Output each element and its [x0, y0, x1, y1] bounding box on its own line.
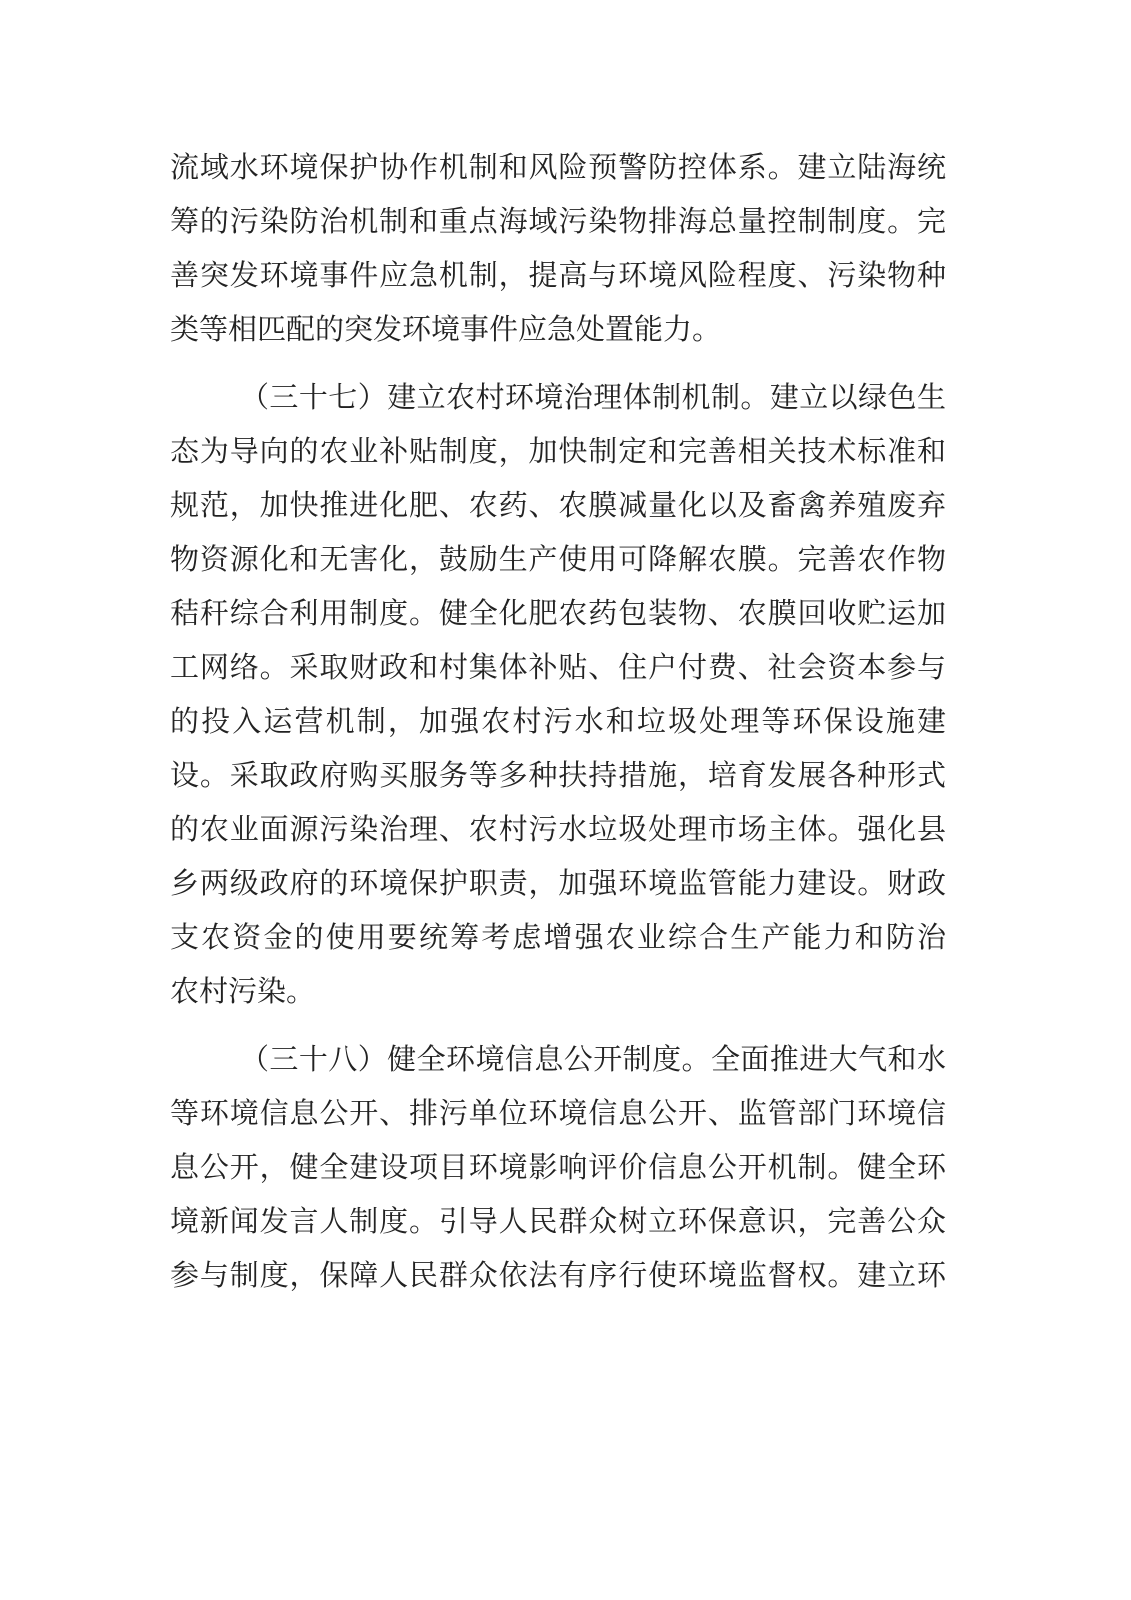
text-line: 秸秆综合利用制度。健全化肥农药包装物、农膜回收贮运加: [170, 596, 946, 630]
paragraph-1: [170, 140, 946, 356]
text-line: 的投入运营机制，加强农村污水和垃圾处理等环保设施建: [170, 704, 946, 738]
text-line: 境新闻发言人制度。引导人民群众树立环保意识，完善公众: [170, 1204, 946, 1238]
text-line: 等环境信息公开、排污单位环境信息公开、监管部门环境信: [170, 1096, 946, 1130]
text-line: 善突发环境事件应急机制，提高与环境风险程度、污染物种: [170, 258, 946, 292]
text-line: 流域水环境保护协作机制和风险预警防控体系。建立陆海统: [170, 150, 946, 184]
document-body: [170, 140, 946, 1302]
text-line: （三十七）建立农村环境治理体制机制。建立以绿色生: [240, 380, 946, 414]
paragraph-spacer: [170, 356, 946, 370]
text-line: 乡两级政府的环境保护职责，加强环境监管能力建设。财政: [170, 866, 946, 900]
text-line: 类等相匹配的突发环境事件应急处置能力。: [170, 312, 722, 346]
text-line: 态为导向的农业补贴制度，加快制定和完善相关技术标准和: [170, 434, 946, 468]
text-line: 参与制度，保障人民群众依法有序行使环境监督权。建立环: [170, 1258, 946, 1292]
text-line: 支农资金的使用要统筹考虑增强农业综合生产能力和防治: [170, 920, 946, 954]
text-line: 规范，加快推进化肥、农药、农膜减量化以及畜禽养殖废弃: [170, 488, 946, 522]
text-line: 的农业面源污染治理、农村污水垃圾处理市场主体。强化县: [170, 812, 946, 846]
text-line: 工网络。采取财政和村集体补贴、住户付费、社会资本参与: [170, 650, 946, 684]
paragraph-2: [170, 370, 946, 1018]
text-line: 息公开，健全建设项目环境影响评价信息公开机制。健全环: [170, 1150, 946, 1184]
text-line: 筹的污染防治机制和重点海域污染物排海总量控制制度。完: [170, 204, 946, 238]
text-line: 农村污染。: [170, 974, 316, 1008]
text-line: 物资源化和无害化，鼓励生产使用可降解农膜。完善农作物: [170, 542, 946, 576]
text-line: 设。采取政府购买服务等多种扶持措施，培育发展各种形式: [170, 758, 946, 792]
paragraph-spacer: [170, 1018, 946, 1032]
text-line: （三十八）健全环境信息公开制度。全面推进大气和水: [240, 1042, 946, 1076]
paragraph-3: [170, 1032, 946, 1302]
